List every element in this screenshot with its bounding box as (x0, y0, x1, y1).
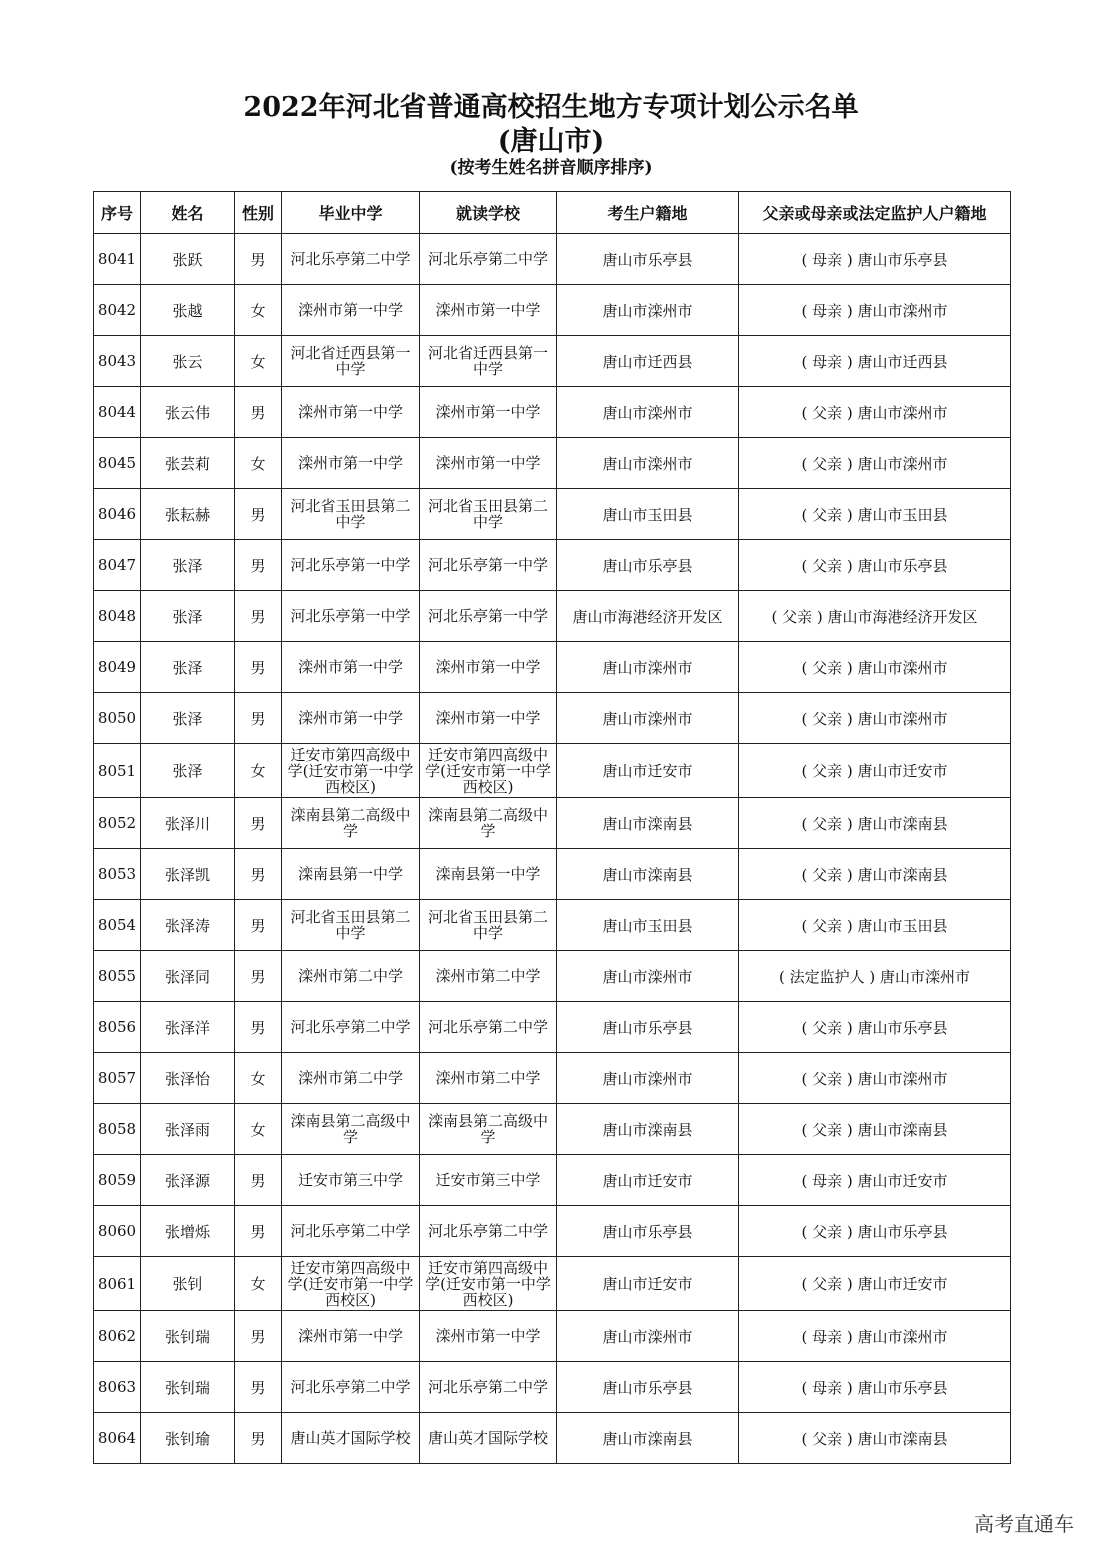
current-school-cell: 河北乐亭第二中学 (420, 1206, 557, 1257)
current-school-cell: 河北乐亭第二中学 (420, 1362, 557, 1413)
guardian-domicile-cell: ( 父亲 ) 唐山市滦州市 (739, 642, 1011, 693)
name-cell: 张钊瑞 (141, 1362, 235, 1413)
name-cell: 张耘赫 (141, 489, 235, 540)
table-row (94, 900, 1011, 951)
graduated-school-cell: 河北省玉田县第二中学 (282, 489, 420, 540)
graduated-school-cell: 河北乐亭第二中学 (282, 1002, 420, 1053)
graduated-school-cell: 滦南县第二高级中学 (282, 798, 420, 849)
gender-cell: 男 (235, 693, 282, 744)
current-school-cell: 滦州市第一中学 (420, 285, 557, 336)
graduated-school-cell: 滦州市第一中学 (282, 642, 420, 693)
name-cell: 张泽 (141, 642, 235, 693)
current-school-cell: 河北乐亭第二中学 (420, 1002, 557, 1053)
name-cell: 张越 (141, 285, 235, 336)
table-body (94, 234, 1011, 1464)
guardian-domicile-cell: ( 母亲 ) 唐山市乐亭县 (739, 1362, 1011, 1413)
seq-cell: 8064 (94, 1413, 141, 1464)
student-domicile-cell: 唐山市迁安市 (557, 1257, 739, 1311)
table-row (94, 1053, 1011, 1104)
student-domicile-cell: 唐山市滦州市 (557, 951, 739, 1002)
current-school-cell: 滦南县第二高级中学 (420, 798, 557, 849)
seq-cell: 8052 (94, 798, 141, 849)
current-school-cell: 滦州市第一中学 (420, 438, 557, 489)
student-domicile-cell: 唐山市迁西县 (557, 336, 739, 387)
table-row (94, 1257, 1011, 1311)
graduated-school-cell: 滦州市第一中学 (282, 438, 420, 489)
student-domicile-cell: 唐山市乐亭县 (557, 1206, 739, 1257)
gender-cell: 男 (235, 1002, 282, 1053)
graduated-school-cell: 迁安市第四高级中学(迁安市第一中学西校区) (282, 1257, 420, 1311)
seq-cell: 8062 (94, 1311, 141, 1362)
graduated-school-cell: 滦州市第一中学 (282, 387, 420, 438)
table-row (94, 1155, 1011, 1206)
name-cell: 张钊瑞 (141, 1311, 235, 1362)
name-cell: 张泽源 (141, 1155, 235, 1206)
table-row (94, 1311, 1011, 1362)
guardian-domicile-cell: ( 父亲 ) 唐山市滦州市 (739, 1053, 1011, 1104)
seq-cell: 8053 (94, 849, 141, 900)
table-row (94, 951, 1011, 1002)
guardian-domicile-cell: ( 父亲 ) 唐山市滦州市 (739, 693, 1011, 744)
table-row (94, 744, 1011, 798)
graduated-school-cell: 河北乐亭第二中学 (282, 1362, 420, 1413)
gender-cell: 男 (235, 540, 282, 591)
name-cell: 张泽 (141, 693, 235, 744)
name-cell: 张泽怡 (141, 1053, 235, 1104)
seq-cell: 8047 (94, 540, 141, 591)
current-school-cell: 河北乐亭第一中学 (420, 540, 557, 591)
current-school-cell: 迁安市第四高级中学(迁安市第一中学西校区) (420, 1257, 557, 1311)
name-cell: 张钊 (141, 1257, 235, 1311)
guardian-domicile-cell: ( 父亲 ) 唐山市迁安市 (739, 744, 1011, 798)
gender-cell: 男 (235, 798, 282, 849)
guardian-domicile-cell: ( 父亲 ) 唐山市迁安市 (739, 1257, 1011, 1311)
table-row (94, 387, 1011, 438)
seq-cell: 8060 (94, 1206, 141, 1257)
guardian-domicile-cell: ( 父亲 ) 唐山市乐亭县 (739, 1002, 1011, 1053)
current-school-cell: 滦州市第一中学 (420, 642, 557, 693)
name-cell: 张泽 (141, 744, 235, 798)
table-row (94, 285, 1011, 336)
student-domicile-cell: 唐山市乐亭县 (557, 234, 739, 285)
seq-cell: 8049 (94, 642, 141, 693)
name-cell: 张云伟 (141, 387, 235, 438)
table-row (94, 438, 1011, 489)
student-domicile-cell: 唐山市滦南县 (557, 1413, 739, 1464)
name-cell: 张泽凯 (141, 849, 235, 900)
gender-cell: 女 (235, 438, 282, 489)
table-row (94, 642, 1011, 693)
current-school-cell: 河北乐亭第二中学 (420, 234, 557, 285)
guardian-domicile-cell: ( 父亲 ) 唐山市乐亭县 (739, 1206, 1011, 1257)
watermark-text: 高考直通车 (974, 1512, 1074, 1536)
student-domicile-cell: 唐山市海港经济开发区 (557, 591, 739, 642)
gender-cell: 男 (235, 951, 282, 1002)
name-cell: 张泽 (141, 591, 235, 642)
seq-cell: 8044 (94, 387, 141, 438)
document-subtitle: (唐山市) (497, 126, 605, 157)
seq-cell: 8042 (94, 285, 141, 336)
gender-cell: 男 (235, 642, 282, 693)
student-domicile-cell: 唐山市玉田县 (557, 900, 739, 951)
gender-cell: 男 (235, 900, 282, 951)
gender-cell: 男 (235, 387, 282, 438)
seq-cell: 8051 (94, 744, 141, 798)
student-domicile-cell: 唐山市滦州市 (557, 1311, 739, 1362)
table-row (94, 234, 1011, 285)
guardian-domicile-cell: ( 父亲 ) 唐山市滦南县 (739, 1104, 1011, 1155)
seq-cell: 8046 (94, 489, 141, 540)
current-school-cell: 唐山英才国际学校 (420, 1413, 557, 1464)
table-row (94, 591, 1011, 642)
guardian-domicile-cell: ( 母亲 ) 唐山市乐亭县 (739, 234, 1011, 285)
gender-cell: 女 (235, 336, 282, 387)
seq-cell: 8058 (94, 1104, 141, 1155)
sort-note: (按考生姓名拼音顺序排序) (449, 158, 653, 178)
graduated-school-cell: 滦州市第二中学 (282, 951, 420, 1002)
current-school-cell: 河北省迁西县第一中学 (420, 336, 557, 387)
graduated-school-cell: 滦州市第一中学 (282, 1311, 420, 1362)
current-school-cell: 滦州市第一中学 (420, 693, 557, 744)
guardian-domicile-cell: ( 母亲 ) 唐山市迁安市 (739, 1155, 1011, 1206)
student-domicile-cell: 唐山市滦州市 (557, 693, 739, 744)
seq-cell: 8045 (94, 438, 141, 489)
seq-cell: 8057 (94, 1053, 141, 1104)
table-row (94, 489, 1011, 540)
graduated-school-cell: 滦南县第一中学 (282, 849, 420, 900)
current-school-cell: 河北乐亭第一中学 (420, 591, 557, 642)
student-domicile-cell: 唐山市滦南县 (557, 849, 739, 900)
guardian-domicile-cell: ( 父亲 ) 唐山市滦南县 (739, 1413, 1011, 1464)
graduated-school-cell: 滦南县第二高级中学 (282, 1104, 420, 1155)
gender-cell: 女 (235, 744, 282, 798)
gender-cell: 男 (235, 489, 282, 540)
gender-cell: 女 (235, 1104, 282, 1155)
table-row (94, 1413, 1011, 1464)
student-domicile-cell: 唐山市乐亭县 (557, 1362, 739, 1413)
seq-cell: 8063 (94, 1362, 141, 1413)
graduated-school-cell: 河北乐亭第一中学 (282, 591, 420, 642)
guardian-domicile-cell: ( 母亲 ) 唐山市滦州市 (739, 1311, 1011, 1362)
graduated-school-cell: 唐山英才国际学校 (282, 1413, 420, 1464)
gender-cell: 男 (235, 1155, 282, 1206)
table-row (94, 540, 1011, 591)
student-domicile-cell: 唐山市迁安市 (557, 1155, 739, 1206)
student-domicile-cell: 唐山市滦州市 (557, 1053, 739, 1104)
table-row (94, 798, 1011, 849)
student-domicile-cell: 唐山市滦州市 (557, 642, 739, 693)
graduated-school-cell: 河北省玉田县第二中学 (282, 900, 420, 951)
name-cell: 张泽 (141, 540, 235, 591)
admission-roster-table (93, 191, 1011, 1464)
seq-cell: 8055 (94, 951, 141, 1002)
guardian-domicile-cell: ( 父亲 ) 唐山市滦南县 (739, 798, 1011, 849)
gender-cell: 男 (235, 1311, 282, 1362)
table-row (94, 1002, 1011, 1053)
name-cell: 张增烁 (141, 1206, 235, 1257)
seq-cell: 8059 (94, 1155, 141, 1206)
guardian-domicile-cell: ( 父亲 ) 唐山市滦州市 (739, 438, 1011, 489)
current-school-cell: 河北省玉田县第二中学 (420, 900, 557, 951)
seq-cell: 8061 (94, 1257, 141, 1311)
table-row (94, 1104, 1011, 1155)
table-row (94, 1362, 1011, 1413)
student-domicile-cell: 唐山市滦南县 (557, 798, 739, 849)
student-domicile-cell: 唐山市迁安市 (557, 744, 739, 798)
column-header-student-domicile: 考生户籍地 (557, 192, 739, 234)
name-cell: 张泽涛 (141, 900, 235, 951)
gender-cell: 男 (235, 1362, 282, 1413)
gender-cell: 女 (235, 285, 282, 336)
current-school-cell: 滦州市第二中学 (420, 1053, 557, 1104)
student-domicile-cell: 唐山市滦州市 (557, 285, 739, 336)
guardian-domicile-cell: ( 法定监护人 ) 唐山市滦州市 (739, 951, 1011, 1002)
gender-cell: 男 (235, 849, 282, 900)
table-row (94, 1206, 1011, 1257)
table-row (94, 693, 1011, 744)
graduated-school-cell: 滦州市第一中学 (282, 693, 420, 744)
column-header-guardian-domicile: 父亲或母亲或法定监护人户籍地 (739, 192, 1011, 234)
column-header-gender: 性别 (235, 192, 282, 234)
guardian-domicile-cell: ( 母亲 ) 唐山市迁西县 (739, 336, 1011, 387)
student-domicile-cell: 唐山市滦州市 (557, 387, 739, 438)
gender-cell: 男 (235, 591, 282, 642)
gender-cell: 女 (235, 1257, 282, 1311)
guardian-domicile-cell: ( 父亲 ) 唐山市玉田县 (739, 489, 1011, 540)
graduated-school-cell: 河北省迁西县第一中学 (282, 336, 420, 387)
guardian-domicile-cell: ( 父亲 ) 唐山市海港经济开发区 (739, 591, 1011, 642)
table-row (94, 336, 1011, 387)
graduated-school-cell: 河北乐亭第二中学 (282, 234, 420, 285)
document-title: 2022年河北省普通高校招生地方专项计划公示名单 (243, 92, 859, 123)
current-school-cell: 迁安市第三中学 (420, 1155, 557, 1206)
gender-cell: 男 (235, 234, 282, 285)
name-cell: 张钊瑜 (141, 1413, 235, 1464)
guardian-domicile-cell: ( 父亲 ) 唐山市乐亭县 (739, 540, 1011, 591)
name-cell: 张泽雨 (141, 1104, 235, 1155)
student-domicile-cell: 唐山市滦南县 (557, 1104, 739, 1155)
graduated-school-cell: 滦州市第一中学 (282, 285, 420, 336)
seq-cell: 8043 (94, 336, 141, 387)
guardian-domicile-cell: ( 父亲 ) 唐山市滦州市 (739, 387, 1011, 438)
table-header-row (94, 192, 1011, 234)
name-cell: 张跃 (141, 234, 235, 285)
student-domicile-cell: 唐山市乐亭县 (557, 540, 739, 591)
current-school-cell: 滦州市第一中学 (420, 1311, 557, 1362)
student-domicile-cell: 唐山市玉田县 (557, 489, 739, 540)
guardian-domicile-cell: ( 父亲 ) 唐山市滦南县 (739, 849, 1011, 900)
seq-cell: 8050 (94, 693, 141, 744)
graduated-school-cell: 滦州市第二中学 (282, 1053, 420, 1104)
name-cell: 张云 (141, 336, 235, 387)
name-cell: 张泽同 (141, 951, 235, 1002)
gender-cell: 男 (235, 1413, 282, 1464)
current-school-cell: 滦州市第一中学 (420, 387, 557, 438)
seq-cell: 8056 (94, 1002, 141, 1053)
graduated-school-cell: 迁安市第三中学 (282, 1155, 420, 1206)
guardian-domicile-cell: ( 母亲 ) 唐山市滦州市 (739, 285, 1011, 336)
table-row (94, 849, 1011, 900)
current-school-cell: 迁安市第四高级中学(迁安市第一中学西校区) (420, 744, 557, 798)
seq-cell: 8041 (94, 234, 141, 285)
current-school-cell: 滦州市第二中学 (420, 951, 557, 1002)
student-domicile-cell: 唐山市乐亭县 (557, 1002, 739, 1053)
column-header-seq: 序号 (94, 192, 141, 234)
guardian-domicile-cell: ( 父亲 ) 唐山市玉田县 (739, 900, 1011, 951)
student-domicile-cell: 唐山市滦州市 (557, 438, 739, 489)
graduated-school-cell: 河北乐亭第二中学 (282, 1206, 420, 1257)
name-cell: 张芸莉 (141, 438, 235, 489)
gender-cell: 男 (235, 1206, 282, 1257)
current-school-cell: 滦南县第一中学 (420, 849, 557, 900)
seq-cell: 8054 (94, 900, 141, 951)
graduated-school-cell: 河北乐亭第一中学 (282, 540, 420, 591)
name-cell: 张泽洋 (141, 1002, 235, 1053)
name-cell: 张泽川 (141, 798, 235, 849)
column-header-name: 姓名 (141, 192, 235, 234)
seq-cell: 8048 (94, 591, 141, 642)
column-header-graduated-school: 毕业中学 (282, 192, 420, 234)
column-header-current-school: 就读学校 (420, 192, 557, 234)
current-school-cell: 滦南县第二高级中学 (420, 1104, 557, 1155)
current-school-cell: 河北省玉田县第二中学 (420, 489, 557, 540)
gender-cell: 女 (235, 1053, 282, 1104)
graduated-school-cell: 迁安市第四高级中学(迁安市第一中学西校区) (282, 744, 420, 798)
